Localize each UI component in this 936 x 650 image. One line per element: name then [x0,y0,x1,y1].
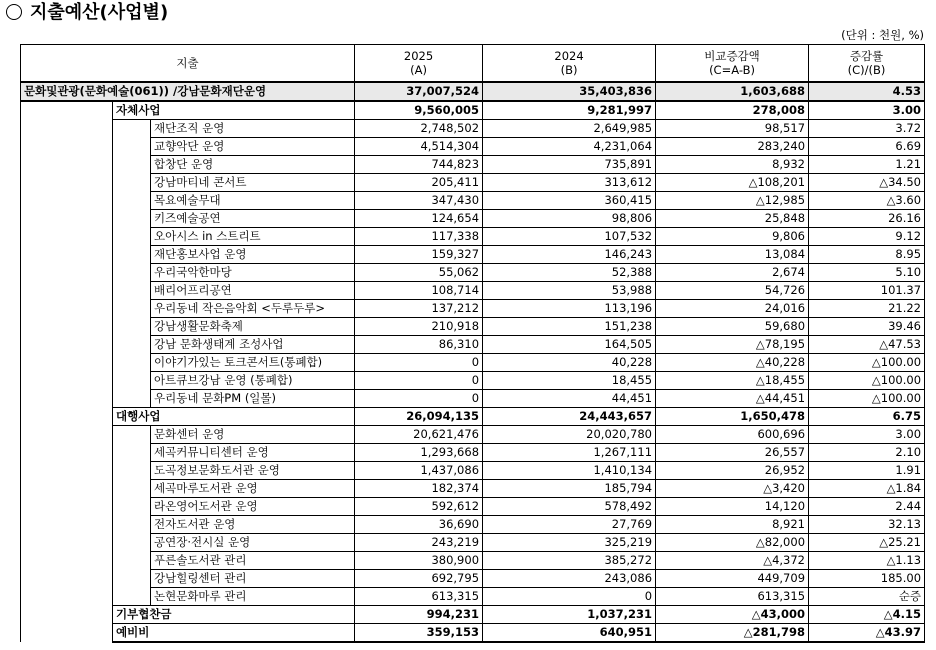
left-spacer-cell [21,101,113,642]
item-diff: △44,451 [656,390,809,408]
item-v2025: 347,430 [355,192,483,210]
item-rate: 3.00 [809,426,925,444]
item-diff: 26,952 [656,462,809,480]
item-v2024: 2,649,985 [483,120,656,138]
item-diff: 283,240 [656,138,809,156]
item-row [21,354,925,372]
item-label: 재단조직 운영 [151,120,355,138]
item-row [21,534,925,552]
item-label: 이야기가있는 토크콘서트(통폐합) [151,354,355,372]
item-diff: △4,372 [656,552,809,570]
item-label: 교향악단 운영 [151,138,355,156]
item-rate: △1.84 [809,480,925,498]
item-row [21,336,925,354]
item-rate: △34.50 [809,174,925,192]
item-rate: △25.21 [809,534,925,552]
item-label: 강남마티네 콘서트 [151,174,355,192]
item-row [21,462,925,480]
item-row [21,516,925,534]
item-v2025: 124,654 [355,210,483,228]
item-diff: △78,195 [656,336,809,354]
item-rate: 5.10 [809,264,925,282]
item-rate: 2.10 [809,444,925,462]
main-row-rate: 4.53 [809,82,925,101]
circle-bullet-icon [6,4,22,20]
item-rate: 순증 [809,588,925,606]
item-v2024: 578,492 [483,498,656,516]
item-row [21,300,925,318]
category-v2024: 640,951 [483,624,656,643]
item-rate: △3.60 [809,192,925,210]
item-v2025: 243,219 [355,534,483,552]
indent-spacer-cell [113,426,151,606]
item-v2025: 0 [355,390,483,408]
item-v2024: 1,267,111 [483,444,656,462]
item-rate: 1.21 [809,156,925,174]
item-diff: 24,016 [656,300,809,318]
item-diff: 54,726 [656,282,809,300]
item-row [21,372,925,390]
item-v2025: 1,437,086 [355,462,483,480]
item-v2025: 182,374 [355,480,483,498]
header-2024: 2024 (B) [483,45,656,83]
item-label: 푸른솔도서관 관리 [151,552,355,570]
main-row-2024: 35,403,836 [483,82,656,101]
category-label: 기부협찬금 [113,606,355,624]
item-label: 목요예술무대 [151,192,355,210]
item-v2024: 243,086 [483,570,656,588]
item-v2024: 53,988 [483,282,656,300]
item-diff: 8,932 [656,156,809,174]
item-diff: △12,985 [656,192,809,210]
item-rate: △1.13 [809,552,925,570]
item-row [21,264,925,282]
item-label: 강남생활문화축제 [151,318,355,336]
item-row [21,588,925,606]
item-label: 우리국악한마당 [151,264,355,282]
item-row [21,282,925,300]
indent-spacer-cell [113,120,151,408]
item-v2024: 146,243 [483,246,656,264]
item-v2024: 151,238 [483,318,656,336]
item-v2024: 325,219 [483,534,656,552]
category-rate: △4.15 [809,606,925,624]
item-v2025: 108,714 [355,282,483,300]
category-rate: 6.75 [809,408,925,426]
item-diff: △18,455 [656,372,809,390]
item-v2025: 86,310 [355,336,483,354]
item-row [21,498,925,516]
item-rate: 185.00 [809,570,925,588]
item-diff: △3,420 [656,480,809,498]
item-v2025: 613,315 [355,588,483,606]
item-diff: 9,806 [656,228,809,246]
item-label: 세곡커뮤니티센터 운영 [151,444,355,462]
item-rate: 32.13 [809,516,925,534]
item-row [21,444,925,462]
item-diff: 8,921 [656,516,809,534]
category-v2024: 9,281,997 [483,101,656,120]
item-v2025: 159,327 [355,246,483,264]
item-diff: 449,709 [656,570,809,588]
item-row [21,210,925,228]
item-rate: 101.37 [809,282,925,300]
item-v2025: 137,212 [355,300,483,318]
item-rate: △100.00 [809,390,925,408]
page-title [6,1,168,25]
item-v2024: 185,794 [483,480,656,498]
header-row [21,45,925,83]
category-v2025: 994,231 [355,606,483,624]
category-row [21,624,925,643]
header-rate: 증감률 (C)/(B) [809,45,925,83]
item-rate: 6.69 [809,138,925,156]
item-v2025: 205,411 [355,174,483,192]
category-row [21,101,925,120]
item-rate: 3.72 [809,120,925,138]
item-rate: 9.12 [809,228,925,246]
item-v2024: 313,612 [483,174,656,192]
item-row [21,174,925,192]
item-row [21,228,925,246]
item-v2025: 4,514,304 [355,138,483,156]
item-label: 아트큐브강남 운영 (통폐합) [151,372,355,390]
item-label: 키즈예술공연 [151,210,355,228]
item-v2025: 692,795 [355,570,483,588]
category-diff: 278,008 [656,101,809,120]
category-v2024: 24,443,657 [483,408,656,426]
item-row [21,426,925,444]
item-label: 우리동네 문화PM (일몰) [151,390,355,408]
category-label: 자체사업 [113,101,355,120]
item-v2024: 27,769 [483,516,656,534]
item-label: 도곡정보문화도서관 운영 [151,462,355,480]
item-diff: △108,201 [656,174,809,192]
item-v2025: 380,900 [355,552,483,570]
category-diff: 1,650,478 [656,408,809,426]
item-v2024: 18,455 [483,372,656,390]
item-rate: △100.00 [809,354,925,372]
item-v2024: 40,228 [483,354,656,372]
item-label: 전자도서관 운영 [151,516,355,534]
item-diff: 14,120 [656,498,809,516]
item-diff: △82,000 [656,534,809,552]
item-v2024: 164,505 [483,336,656,354]
item-row [21,246,925,264]
item-v2025: 1,293,668 [355,444,483,462]
page-title-text: 지출예산(사업별) [30,2,169,23]
item-row [21,138,925,156]
item-v2024: 20,020,780 [483,426,656,444]
header-2025: 2025 (A) [355,45,483,83]
item-v2025: 55,062 [355,264,483,282]
item-label: 재단홍보사업 운영 [151,246,355,264]
item-v2025: 2,748,502 [355,120,483,138]
item-v2025: 744,823 [355,156,483,174]
main-row-diff: 1,603,688 [656,82,809,101]
item-diff: 2,674 [656,264,809,282]
item-v2024: 1,410,134 [483,462,656,480]
item-row [21,120,925,138]
item-diff: 26,557 [656,444,809,462]
category-label: 예비비 [113,624,355,643]
main-row-2025: 37,007,524 [355,82,483,101]
item-row [21,552,925,570]
item-label: 강남힐링센터 관리 [151,570,355,588]
item-row [21,156,925,174]
item-v2024: 44,451 [483,390,656,408]
category-row [21,408,925,426]
header-label: 지출 [21,45,355,83]
item-row [21,570,925,588]
item-v2024: 4,231,064 [483,138,656,156]
item-label: 오아시스 in 스트리트 [151,228,355,246]
item-label: 우리동네 작은음악회 <두루두루> [151,300,355,318]
item-label: 합창단 운영 [151,156,355,174]
category-diff: △43,000 [656,606,809,624]
unit-note: (단위 : 천원, %) [841,28,924,42]
item-row [21,318,925,336]
item-diff: 13,084 [656,246,809,264]
category-label: 대행사업 [113,408,355,426]
item-rate: 39.46 [809,318,925,336]
item-v2024: 735,891 [483,156,656,174]
category-v2025: 26,094,135 [355,408,483,426]
item-rate: 26.16 [809,210,925,228]
item-row [21,480,925,498]
item-diff: △40,228 [656,354,809,372]
main-row [21,82,925,101]
item-v2024: 98,806 [483,210,656,228]
main-row-label: 문화및관광(문화예술(061)) /강남문화재단운영 [21,82,355,101]
category-v2025: 9,560,005 [355,101,483,120]
item-label: 라온영어도서관 운영 [151,498,355,516]
item-rate: 2.44 [809,498,925,516]
item-v2024: 107,532 [483,228,656,246]
item-v2025: 210,918 [355,318,483,336]
item-v2024: 113,196 [483,300,656,318]
category-rate: 3.00 [809,101,925,120]
category-rate: △43.97 [809,624,925,643]
item-label: 논현문화마루 관리 [151,588,355,606]
item-diff: 98,517 [656,120,809,138]
item-v2025: 0 [355,354,483,372]
budget-table-body [21,82,925,642]
item-label: 문화센터 운영 [151,426,355,444]
item-v2025: 20,621,476 [355,426,483,444]
item-label: 세곡마루도서관 운영 [151,480,355,498]
item-rate: △47.53 [809,336,925,354]
header-diff: 비교증감액 (C=A-B) [656,45,809,83]
item-rate: △100.00 [809,372,925,390]
item-diff: 613,315 [656,588,809,606]
item-v2025: 592,612 [355,498,483,516]
item-v2025: 0 [355,372,483,390]
item-label: 강남 문화생태계 조성사업 [151,336,355,354]
category-diff: △281,798 [656,624,809,643]
item-diff: 25,848 [656,210,809,228]
category-v2025: 359,153 [355,624,483,643]
item-rate: 8.95 [809,246,925,264]
item-v2025: 36,690 [355,516,483,534]
category-v2024: 1,037,231 [483,606,656,624]
category-row [21,606,925,624]
item-rate: 21.22 [809,300,925,318]
item-v2024: 0 [483,588,656,606]
item-rate: 1.91 [809,462,925,480]
item-label: 배리어프리공연 [151,282,355,300]
item-v2024: 385,272 [483,552,656,570]
item-v2024: 360,415 [483,192,656,210]
item-v2024: 52,388 [483,264,656,282]
item-diff: 600,696 [656,426,809,444]
budget-table [20,44,925,643]
item-label: 공연장·전시실 운영 [151,534,355,552]
item-v2025: 117,338 [355,228,483,246]
item-row [21,390,925,408]
item-row [21,192,925,210]
item-diff: 59,680 [656,318,809,336]
